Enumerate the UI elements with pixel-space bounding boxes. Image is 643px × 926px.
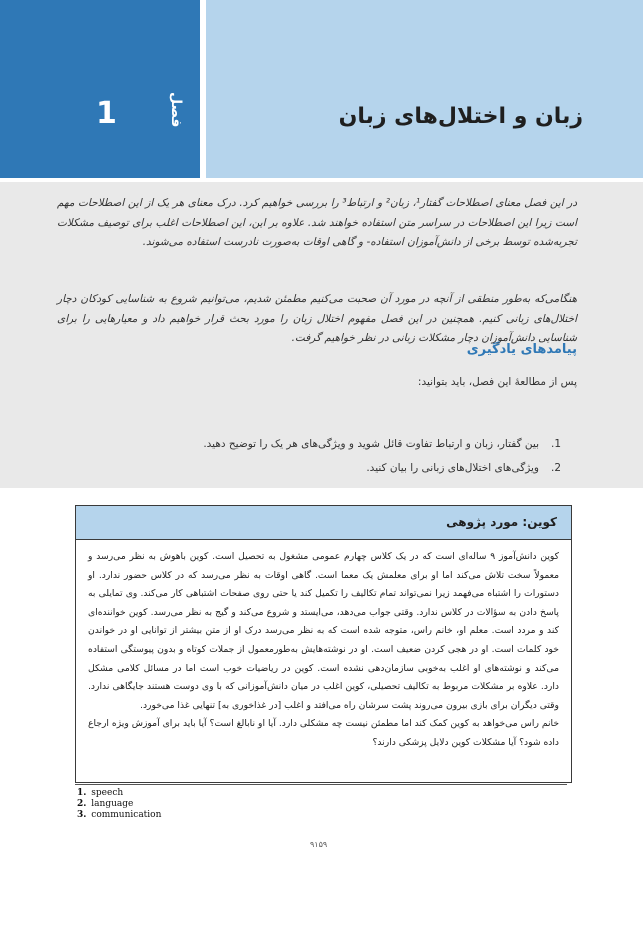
footnote-number: 2. bbox=[77, 799, 87, 809]
footnote-text: communication bbox=[91, 810, 162, 820]
case-study-heading: کوین: مورد پژوهی bbox=[446, 515, 557, 529]
list-item bbox=[81, 432, 561, 456]
page-number: ۹۱۵۹ bbox=[310, 840, 328, 849]
list-item-number: 1. bbox=[550, 438, 561, 450]
learning-outcomes-lead: پس از مطالعۀ این فصل، باید بتوانید: bbox=[417, 376, 577, 388]
footnote-text: language bbox=[91, 799, 134, 809]
footnote bbox=[77, 799, 161, 810]
case-study-text: کوین دانش‌آموز ۹ ساله‌ای است که در یک کلاس چهارم عمومی مشغول به تحصیل است. کوین باهوش به نظر می‌رسد و معمولاً سخت تلاش می‌کند اما او برای معلمش یک معما است. گاهی اوقات به نظر می‌رسد که در کلاس حضور ندارد. او دستورات را اشتباه می‌فهمد زیرا نمی‌تواند تمام تکالیف را تکمیل کند یا حتی روی صفحات اشتباهی کار می‌کند. وی تمایلی به پاسخ دادن به سؤالات در کلاس ندارد. وقتی جواب می‌دهد، می‌ایستد و شروع می‌کند و گیج به نظر می‌رسد. کوین خواننده‌ای کند و مردد است. معلم او، خانم راس، متوجه شده است که به نظر می‌رسد درک او از متن بیشتر از توانایی او در خواندن خود کلمات است. او در هجی کردن ضعیف است. او در نوشته‌هایش به‌طورمعمول از جملات کوتاه و بدون پیوستگی استفاده می‌کند و نوشته‌های او اغلب به‌خوبی سازمان‌دهی نشده است. کوین در ریاضیات خوب است اما در مسائل کلامی مشکل دارد. علاوه بر مشکلات مربوط به تکالیف تحصیلی، کوین اغلب در میان دانش‌آموزانی که با وی دوست هستند جایگاهی ندارد. وقتی دیگران برای بازی بیرون می‌روند پشت سرشان راه می‌افتد و اغلب [در غذاخوری به] تنهایی غذا می‌خورد. bbox=[88, 551, 559, 711]
chapter-title-panel bbox=[206, 0, 643, 178]
footnote-text: speech bbox=[91, 788, 124, 798]
chapter-number-panel bbox=[0, 0, 200, 178]
footnote-number: 3. bbox=[77, 810, 87, 820]
case-study-header bbox=[76, 506, 571, 540]
footnote bbox=[77, 788, 161, 799]
footnote-number: 1. bbox=[77, 788, 87, 798]
learning-outcomes-heading: پیامدهای یادگیری bbox=[466, 342, 577, 357]
chapter-number: 1 bbox=[96, 96, 117, 131]
footnotes bbox=[77, 788, 161, 821]
list-item-number: 2. bbox=[550, 462, 561, 474]
intro-paragraph-1: در این فصل معنای اصطلاحات گفتار¹، زبان² و ارتباط³ را بررسی خواهیم کرد. درک معنای هر یک از این اصطلاحات مهم است زیرا این اصطلاحات در سراسر متن استفاده خواهند شد. علاوه بر این، این اصطلاحات اغلب برای توصیف مشکلات تجربه‌شده توسط برخی از دانش‌آموزان استفاده- و گاهی اوقات به‌صورت نادرست استفاده می‌شوند. bbox=[57, 197, 578, 248]
footnote-divider bbox=[75, 784, 567, 785]
intro-paragraph-2: هنگامی‌که به‌طور منطقی از آنچه در مورد آن صحبت می‌کنیم مطمئن شدیم، می‌توانیم شروع به شناسایی کودکان دچار اختلال‌های زبانی کنیم. همچنین در این فصل مفهوم اختلال زبان را مورد بحث قرار خواهیم داد و معیارهایی را برای شناسایی دانش‌آموزان دچار مشکلات زبانی در نظر خواهیم گرفت. bbox=[57, 293, 577, 344]
list-item bbox=[81, 456, 561, 480]
chapter-title: زبان و اختلال‌های زبان bbox=[338, 104, 583, 129]
chapter-word: فصل bbox=[168, 92, 184, 128]
learning-outcomes-list bbox=[81, 432, 561, 480]
list-item-text: ویژگی‌های اختلال‌های زبانی را بیان کنید. bbox=[366, 462, 539, 474]
case-study-box bbox=[75, 505, 572, 783]
list-item-text: بین گفتار، زبان و ارتباط تفاوت قائل شوید و ویژگی‌های هر یک را توضیح دهید. bbox=[203, 438, 539, 450]
case-study-body bbox=[76, 540, 571, 753]
case-study-closing: خانم راس می‌خواهد به کوین کمک کند اما مطمئن نیست چه مشکلی دارد. آیا او نابالغ است؟ آیا باید برای آموزش ویژه ارجاع داده شود؟ آیا مشکلات کوین دلایل پزشکی دارند؟ bbox=[88, 718, 559, 748]
footnote bbox=[77, 810, 161, 821]
